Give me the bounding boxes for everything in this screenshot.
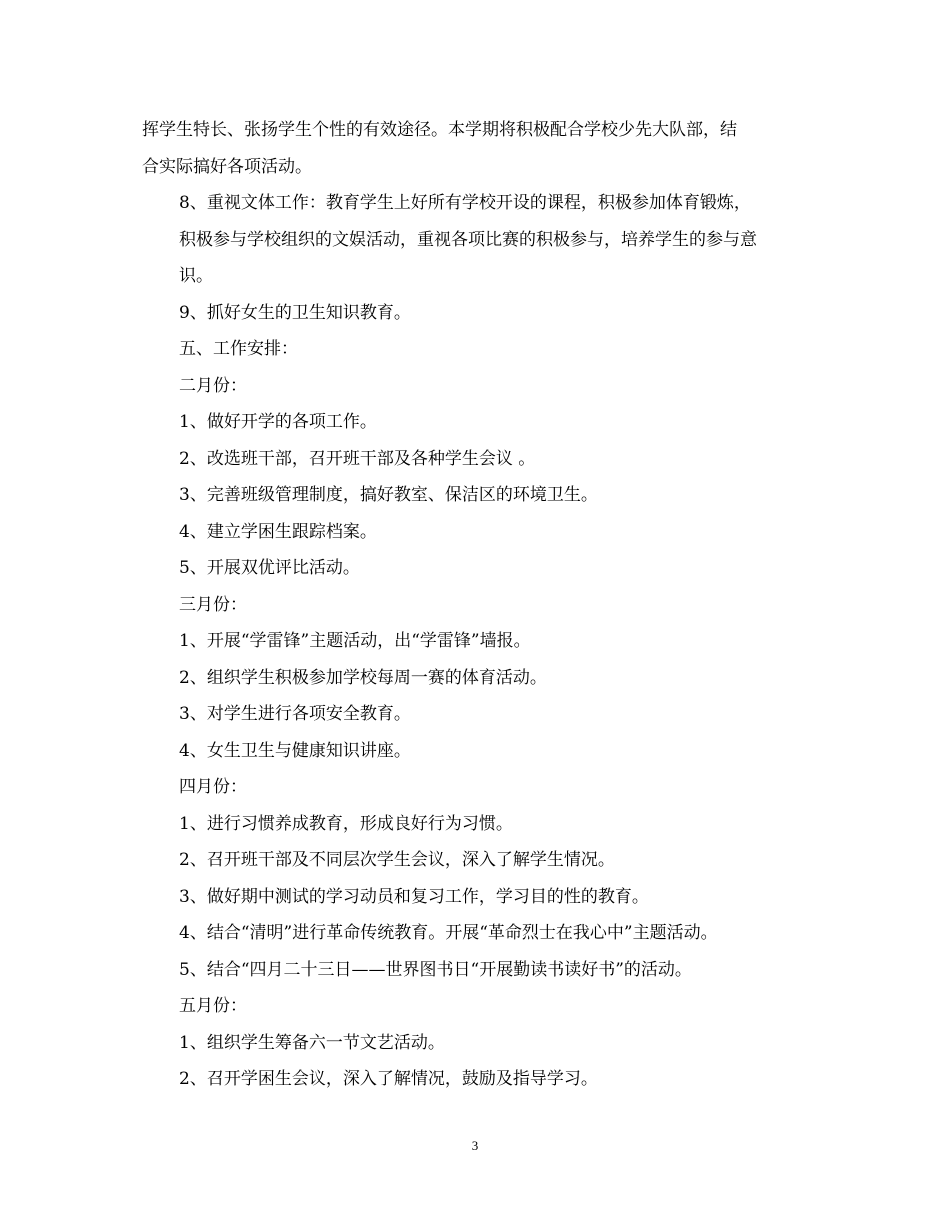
text-line: 2、改选班干部，召开班干部及各种学生会议 。	[179, 448, 536, 469]
text-line: 4、结合“清明”进行革命传统教育。开展“革命烈士在我心中”主题活动。	[179, 923, 718, 943]
paragraph	[142, 587, 810, 624]
document-body	[142, 112, 810, 1098]
paragraph	[142, 477, 810, 514]
paragraph	[142, 769, 810, 806]
paragraph	[142, 879, 810, 916]
text-line: 5、结合“四月二十三日——世界图书日“开展勤读书读好书”的活动。	[179, 959, 692, 980]
paragraph	[142, 550, 810, 587]
paragraph	[142, 514, 810, 551]
paragraph	[142, 441, 810, 478]
page-number: 3	[471, 1138, 479, 1153]
paragraph	[142, 842, 810, 879]
paragraph	[142, 1061, 810, 1098]
text-line: 五、工作安排：	[179, 339, 298, 359]
paragraph	[142, 806, 810, 843]
text-line: 1、开展“学雷锋”主题活动，出“学雷锋”墙报。	[179, 631, 531, 651]
text-line: 五月份：	[179, 996, 247, 1016]
paragraph	[142, 623, 810, 660]
paragraph	[142, 368, 810, 405]
text-line: 4、建立学困生跟踪档案。	[179, 521, 377, 542]
text-line: 2、召开学困生会议，深入了解情况，鼓励及指导学习。	[179, 1069, 598, 1089]
text-line: 2、组织学生积极参加学校每周一赛的体育活动。	[179, 667, 547, 688]
text-line: 1、组织学生筹备六一节文艺活动。	[179, 1032, 445, 1053]
text-line: 3、完善班级管理制度，搞好教室、保洁区的环境卫生。	[179, 485, 598, 505]
text-line: 5、开展双优评比活动。	[179, 558, 360, 578]
text-line: 1、进行习惯养成教育，形成良好行为习惯。	[179, 813, 513, 834]
text-line: 识。	[179, 266, 213, 286]
text-line: 积极参与学校组织的文娱活动，重视各项比赛的积极参与，培养学生的参与意	[179, 229, 757, 250]
text-line: 3、做好期中测试的学习动员和复习工作，学习目的性的教育。	[179, 886, 649, 907]
paragraph	[142, 952, 810, 989]
text-line: 三月份：	[179, 594, 247, 615]
paragraph	[142, 988, 810, 1025]
text-line: 四月份：	[179, 777, 247, 797]
text-line: 2、召开班干部及不同层次学生会议，深入了解学生情况。	[179, 850, 615, 870]
text-line: 1、做好开学的各项工作。	[179, 412, 377, 432]
text-line: 挥学生特长、张扬学生个性的有效途径。本学期将积极配合学校少先大队部，结	[142, 120, 737, 140]
text-line: 二月份：	[179, 375, 247, 396]
paragraph	[142, 696, 810, 733]
paragraph	[142, 404, 810, 441]
text-line: 合实际搞好各项活动。	[142, 156, 312, 177]
paragraph	[142, 112, 810, 185]
text-line: 3、对学生进行各项安全教育。	[179, 704, 411, 724]
paragraph	[142, 295, 810, 332]
text-line: 9、抓好女生的卫生知识教育。	[179, 302, 411, 323]
paragraph	[142, 1025, 810, 1062]
paragraph	[142, 915, 810, 952]
paragraph	[142, 660, 810, 697]
text-line: 8、重视文体工作：教育学生上好所有学校开设的课程，积极参加体育锻炼，	[179, 193, 751, 213]
paragraph	[142, 733, 810, 770]
paragraph	[142, 331, 810, 368]
paragraph	[142, 185, 810, 295]
text-line: 4、女生卫生与健康知识讲座。	[179, 740, 411, 761]
